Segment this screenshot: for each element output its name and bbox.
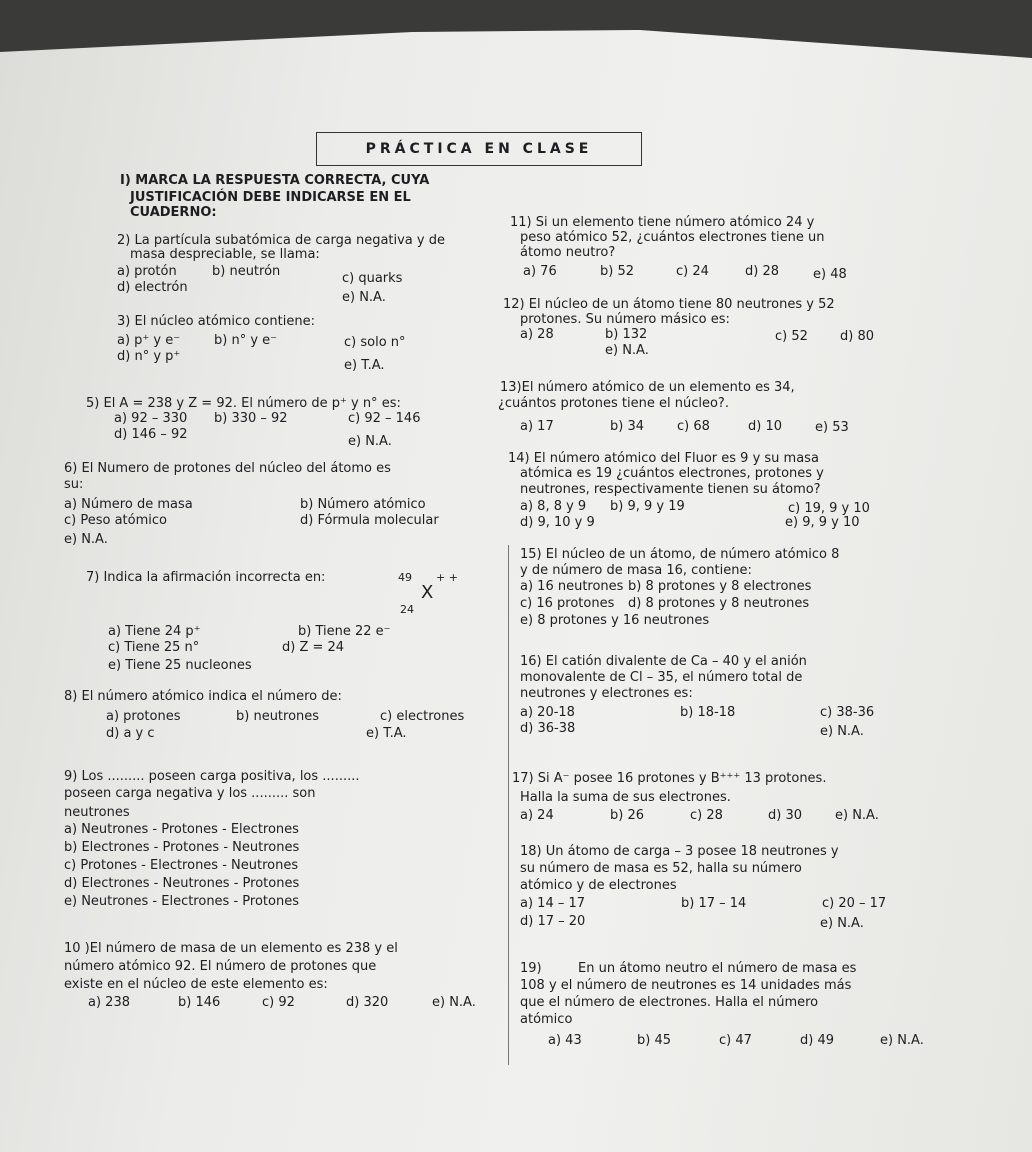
- question-10-line: c) 92: [262, 995, 295, 1010]
- column-divider: [508, 545, 509, 1065]
- question-12-line: e) N.A.: [605, 343, 649, 358]
- question-9-line: e) Neutrones - Electrones - Protones: [64, 894, 299, 909]
- question-17-line: a) 24: [520, 808, 554, 823]
- question-7-line: e) Tiene 25 nucleones: [108, 658, 252, 673]
- question-3-line: b) n° y e⁻: [214, 333, 278, 348]
- question-6-line: su:: [64, 477, 84, 492]
- question-17-line: c) 28: [690, 808, 723, 823]
- question-19-line: a) 43: [548, 1033, 582, 1048]
- page-title: PRÁCTICA EN CLASE: [316, 132, 642, 166]
- question-7-line: b) Tiene 22 e⁻: [298, 624, 391, 639]
- question-18-line: b) 17 – 14: [681, 896, 747, 911]
- question-15-line: b) 8 protones y 8 electrones: [628, 579, 812, 594]
- question-9-statement: 9) Los ......... poseen carga positiva, los .........: [64, 769, 360, 784]
- question-2-line: masa despreciable, se llama:: [130, 247, 320, 262]
- question-18-statement: 18) Un átomo de carga – 3 posee 18 neutrones y: [520, 844, 839, 859]
- question-19-line: b) 45: [637, 1033, 671, 1048]
- question-13-line: c) 68: [677, 419, 710, 434]
- question-6-line: c) Peso atómico: [64, 513, 167, 528]
- question-15-statement: 15) El núcleo de un átomo, de número atómico 8: [520, 547, 840, 562]
- question-9-line: b) Electrones - Protones - Neutrones: [64, 840, 300, 855]
- question-16-line: neutrones y electrones es:: [520, 686, 693, 701]
- question-11-statement: 11) Si un elemento tiene número atómico 24 y: [510, 215, 815, 230]
- question-9-line: poseen carga negativa y los ......... son: [64, 786, 316, 801]
- question-8-line: c) electrones: [380, 709, 465, 724]
- question-9-line: d) Electrones - Neutrones - Protones: [64, 876, 300, 891]
- question-16-line: c) 38-36: [820, 705, 875, 720]
- question-6-line: b) Número atómico: [300, 497, 426, 512]
- question-7-line: 24: [400, 603, 414, 616]
- question-18-line: su número de masa es 52, halla su número: [520, 861, 802, 876]
- instructions-line: CUADERNO:: [130, 205, 217, 220]
- question-2-statement: 2) La partícula subatómica de carga negativa y de: [117, 233, 445, 248]
- question-12-line: protones. Su número másico es:: [520, 312, 730, 327]
- question-14-line: neutrones, respectivamente tienen su átomo?: [520, 482, 821, 497]
- question-3-line: e) T.A.: [344, 358, 385, 373]
- question-11-line: c) 24: [676, 264, 709, 279]
- question-16-line: a) 20-18: [520, 705, 575, 720]
- question-2-line: d) electrón: [117, 280, 188, 295]
- question-16-line: monovalente de Cl – 35, el número total de: [520, 670, 803, 685]
- question-3-line: d) n° y p⁺: [117, 349, 181, 364]
- question-18-line: d) 17 – 20: [520, 914, 586, 929]
- question-15-line: c) 16 protones: [520, 596, 615, 611]
- question-19-line: En un átomo neutro el número de masa es: [578, 961, 857, 976]
- question-9-line: a) Neutrones - Protones - Electrones: [64, 822, 299, 837]
- question-6-statement: 6) El Numero de protones del núcleo del átomo es: [64, 461, 391, 476]
- question-13-statement: 13)El número atómico de un elemento es 34,: [500, 380, 795, 395]
- question-15-line: d) 8 protones y 8 neutrones: [628, 596, 810, 611]
- question-14-line: atómica es 19 ¿cuántos electrones, protones y: [520, 466, 824, 481]
- question-13-line: ¿cuántos protones tiene el núcleo?.: [498, 396, 729, 411]
- question-15-line: e) 8 protones y 16 neutrones: [520, 613, 710, 628]
- question-17-statement: 17) Si A⁻ posee 16 protones y B⁺⁺⁺ 13 protones.: [512, 771, 827, 786]
- question-8-line: a) protones: [106, 709, 181, 724]
- question-3-line: a) p⁺ y e⁻: [117, 333, 181, 348]
- question-7-line: + +: [436, 571, 458, 584]
- question-11-line: átomo neutro?: [520, 245, 616, 260]
- question-11-line: e) 48: [813, 267, 847, 282]
- question-7-line: c) Tiene 25 n°: [108, 640, 200, 655]
- question-16-line: d) 36-38: [520, 721, 576, 736]
- question-14-line: e) 9, 9 y 10: [785, 515, 860, 530]
- question-13-line: a) 17: [520, 419, 554, 434]
- question-7-line: 49: [398, 571, 412, 584]
- question-7-line: X: [421, 582, 434, 603]
- question-10-line: número atómico 92. El número de protones que: [64, 959, 377, 974]
- question-7-statement: 7) Indica la afirmación incorrecta en:: [86, 570, 326, 585]
- question-2-line: e) N.A.: [342, 290, 386, 305]
- question-13-line: e) 53: [815, 420, 849, 435]
- question-17-line: d) 30: [768, 808, 802, 823]
- question-10-line: b) 146: [178, 995, 221, 1010]
- question-12-line: c) 52: [775, 329, 808, 344]
- question-8-line: e) T.A.: [366, 726, 407, 741]
- question-12-line: a) 28: [520, 327, 554, 342]
- question-10-line: existe en el núcleo de este elemento es:: [64, 977, 328, 992]
- question-14-statement: 14) El número atómico del Fluor es 9 y su masa: [508, 451, 819, 466]
- question-17-line: e) N.A.: [835, 808, 879, 823]
- question-13-line: b) 34: [610, 419, 644, 434]
- question-8-line: b) neutrones: [236, 709, 320, 724]
- question-12-line: d) 80: [840, 329, 874, 344]
- question-10-line: d) 320: [346, 995, 389, 1010]
- question-5-line: e) N.A.: [348, 434, 392, 449]
- question-5-line: a) 92 – 330: [114, 411, 188, 426]
- question-19-line: atómico: [520, 1012, 573, 1027]
- question-17-line: b) 26: [610, 808, 644, 823]
- question-14-line: a) 8, 8 y 9: [520, 499, 587, 514]
- question-19-line: que el número de electrones. Halla el número: [520, 995, 819, 1010]
- question-13-line: d) 10: [748, 419, 782, 434]
- question-14-line: c) 19, 9 y 10: [788, 501, 870, 516]
- question-15-line: a) 16 neutrones: [520, 579, 624, 594]
- question-3-statement: 3) El núcleo atómico contiene:: [117, 314, 315, 329]
- question-9-line: neutrones: [64, 805, 130, 820]
- question-19-line: d) 49: [800, 1033, 834, 1048]
- question-11-line: a) 76: [523, 264, 557, 279]
- question-17-line: Halla la suma de sus electrones.: [520, 790, 731, 805]
- question-14-line: b) 9, 9 y 19: [610, 499, 685, 514]
- question-8-line: d) a y c: [106, 726, 155, 741]
- question-5-statement: 5) El A = 238 y Z = 92. El número de p⁺ y n° es:: [86, 396, 401, 411]
- question-19-line: c) 47: [719, 1033, 752, 1048]
- question-2-line: c) quarks: [342, 271, 403, 286]
- question-16-line: b) 18-18: [680, 705, 736, 720]
- instructions-line: JUSTIFICACIÓN DEBE INDICARSE EN EL: [130, 190, 411, 205]
- question-5-line: d) 146 – 92: [114, 427, 188, 442]
- question-11-line: d) 28: [745, 264, 779, 279]
- question-6-line: e) N.A.: [64, 532, 108, 547]
- question-8-statement: 8) El número atómico indica el número de:: [64, 689, 342, 704]
- question-6-line: a) Número de masa: [64, 497, 193, 512]
- question-2-line: a) protón: [117, 264, 177, 279]
- question-10-line: e) N.A.: [432, 995, 476, 1010]
- question-16-line: e) N.A.: [820, 724, 864, 739]
- question-18-line: e) N.A.: [820, 916, 864, 931]
- question-10-line: a) 238: [88, 995, 130, 1010]
- question-16-statement: 16) El catión divalente de Ca – 40 y el anión: [520, 654, 807, 669]
- question-9-line: c) Protones - Electrones - Neutrones: [64, 858, 299, 873]
- question-2-line: b) neutrón: [212, 264, 281, 279]
- question-18-line: atómico y de electrones: [520, 878, 677, 893]
- question-19-statement: 19): [520, 961, 542, 976]
- question-12-statement: 12) El núcleo de un átomo tiene 80 neutrones y 52: [503, 297, 835, 312]
- question-12-line: b) 132: [605, 327, 648, 342]
- question-18-line: c) 20 – 17: [822, 896, 887, 911]
- question-19-line: 108 y el número de neutrones es 14 unidades más: [520, 978, 852, 993]
- question-15-line: y de número de masa 16, contiene:: [520, 563, 752, 578]
- instructions-statement: I) MARCA LA RESPUESTA CORRECTA, CUYA: [120, 173, 430, 188]
- question-10-statement: 10 )El número de masa de un elemento es 238 y el: [64, 941, 398, 956]
- question-5-line: b) 330 – 92: [214, 411, 288, 426]
- question-14-line: d) 9, 10 y 9: [520, 515, 595, 530]
- question-7-line: a) Tiene 24 p⁺: [108, 624, 201, 639]
- question-18-line: a) 14 – 17: [520, 896, 586, 911]
- question-3-line: c) solo n°: [344, 335, 406, 350]
- question-11-line: b) 52: [600, 264, 634, 279]
- question-7-line: d) Z = 24: [282, 640, 345, 655]
- question-11-line: peso atómico 52, ¿cuántos electrones tiene un: [520, 230, 825, 245]
- question-6-line: d) Fórmula molecular: [300, 513, 439, 528]
- question-19-line: e) N.A.: [880, 1033, 924, 1048]
- question-5-line: c) 92 – 146: [348, 411, 421, 426]
